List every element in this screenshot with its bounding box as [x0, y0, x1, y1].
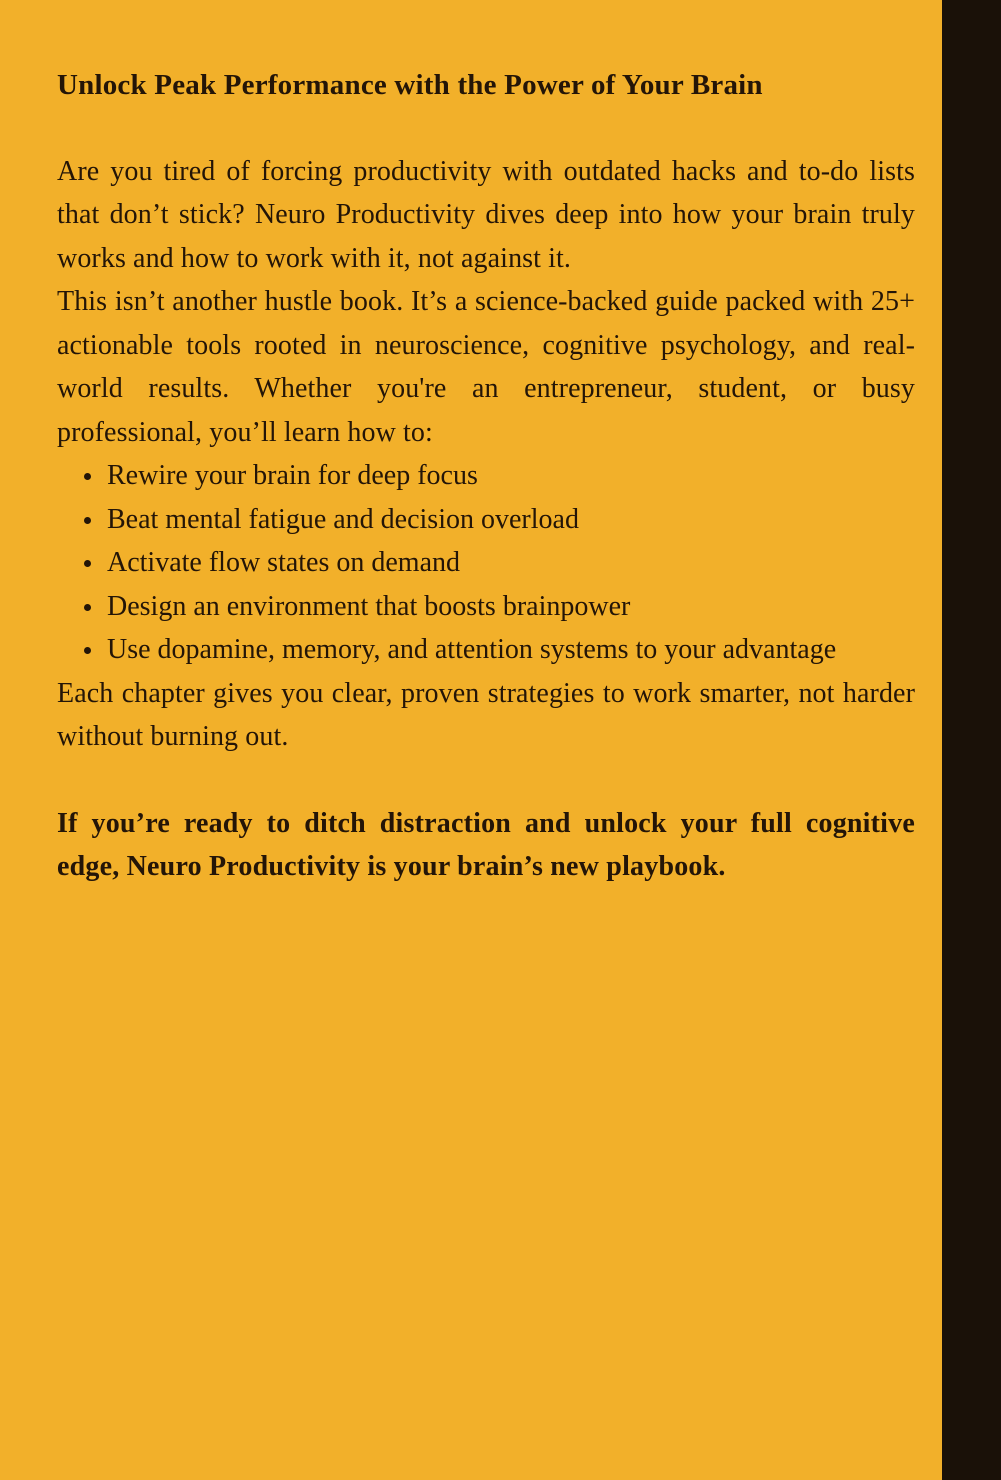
bullet-icon: [84, 647, 91, 654]
list-item: [57, 628, 915, 672]
list-item-text: Activate flow states on demand: [107, 547, 461, 578]
bullet-icon: [84, 560, 91, 567]
list-item-text: Beat mental fatigue and decision overload: [107, 503, 579, 535]
list-item: [57, 541, 915, 585]
list-item-text: Design an environment that boosts brainpower: [107, 590, 631, 622]
list-item: [57, 585, 915, 629]
intro-paragraph: Are you tired of forcing productivity with outdated hacks and to-do lists that don’t stick? Neuro Productivity dives deep into how your brain truly works and how to work with it, not against it.: [57, 155, 915, 274]
list-item: [57, 498, 915, 542]
bullet-icon: [84, 517, 91, 524]
benefits-list: [57, 454, 915, 672]
closing-paragraph: Each chapter gives you clear, proven strategies to work smarter, not harder without burning out.: [57, 677, 915, 752]
list-item-text: Rewire your brain for deep focus: [107, 460, 478, 491]
cta-paragraph: If you’re ready to ditch distraction and unlock your full cognitive edge, Neuro Productivity is your brain’s new playbook.: [57, 807, 915, 882]
background-edge-strip: [942, 0, 1001, 1480]
list-item-text: Use dopamine, memory, and attention systems to your advantage: [107, 634, 837, 665]
page-title: Unlock Peak Performance with the Power of Your Brain: [57, 69, 763, 101]
overview-paragraph: This isn’t another hustle book. It’s a science-backed guide packed with 25+ actionable tools rooted in neuroscience, cognitive psychology, and real-world results. Whether you're an entrepreneur, student, or busy professional, you’ll learn how to:: [57, 286, 915, 448]
bullet-icon: [84, 473, 91, 480]
list-item: [57, 454, 915, 498]
bullet-icon: [84, 604, 91, 611]
